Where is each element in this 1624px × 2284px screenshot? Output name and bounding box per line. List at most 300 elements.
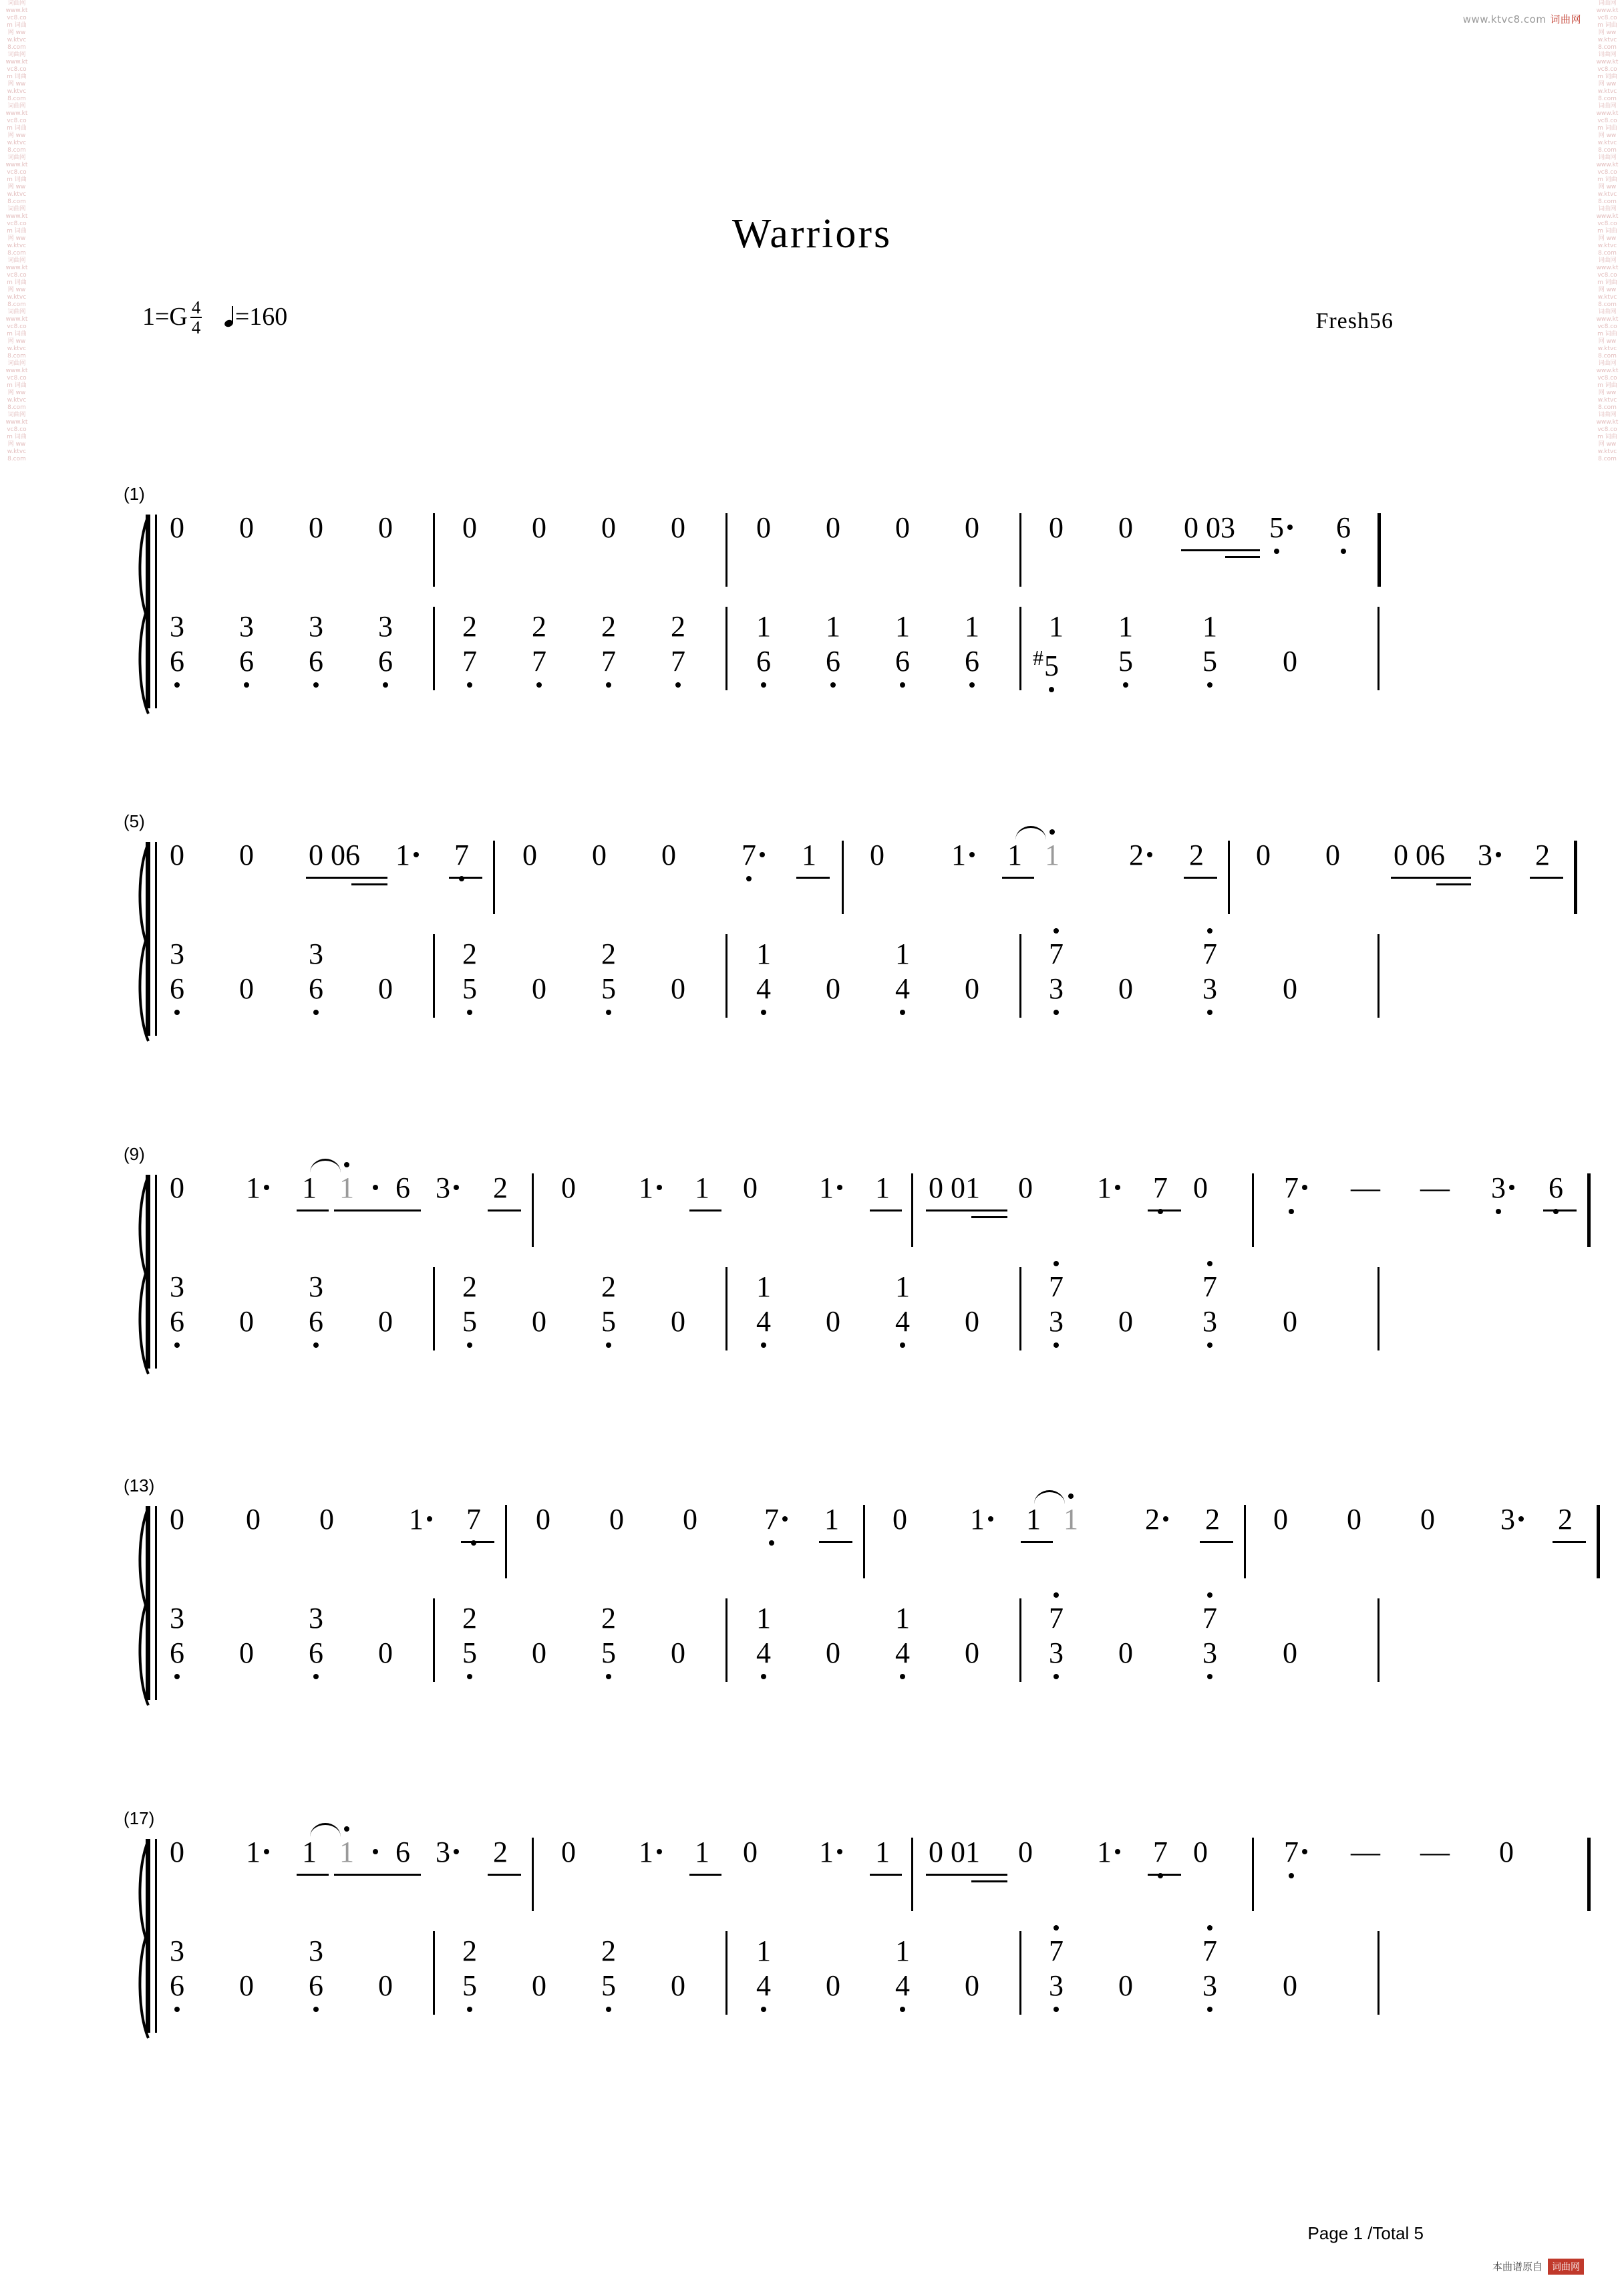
note: 7 <box>601 645 616 678</box>
note: 1 <box>756 610 771 643</box>
note: 1 <box>1202 610 1217 643</box>
note: 3 <box>239 610 254 643</box>
note: 2 <box>462 1935 477 1967</box>
barline <box>433 513 435 587</box>
note: 2 <box>601 610 616 643</box>
note: 7 <box>1284 1838 1309 1867</box>
barline <box>433 1598 435 1682</box>
note: 0 <box>965 1969 979 2002</box>
note: 1 <box>1049 610 1064 643</box>
barline <box>1252 1173 1254 1247</box>
note-dash: — <box>1351 1836 1380 1868</box>
note: 0 <box>378 1305 393 1338</box>
note: 0 <box>671 1305 685 1338</box>
tie-icon <box>1015 826 1046 840</box>
note: 6 <box>756 645 771 678</box>
key-signature: 1=G <box>142 303 188 331</box>
note: 7 <box>1284 1173 1309 1203</box>
note: 0 <box>1118 1969 1133 2002</box>
note: 0 <box>671 511 685 544</box>
note: 0 <box>965 1636 979 1669</box>
left-watermark-strip: 词曲网 www.ktvc8.com 词曲网 www.ktvc8.com 词曲网 www.ktvc8.com 词曲网 www.ktvc8.com 词曲网 www.ktvc8.com 词曲网 www.ktvc8.com 词曲网 www.ktvc8.com 词曲网 www.ktvc8.com 词曲网 www.ktvc8.com 词曲网 www.ktvc8.com 词曲网 www.ktvc8.com 词曲网 www.ktvc8.com 词曲网 www.ktvc8.com 词曲网 www.ktvc8.com 词曲网 www.ktvc8.com 词曲网 www.ktvc8.com 词曲网 www.ktvc8.com 词曲网 www.ktvc8.com <box>5 0 28 462</box>
note: 0 <box>170 1171 184 1204</box>
barline <box>725 1598 727 1682</box>
note: 3 <box>309 1270 323 1303</box>
note: 0 <box>319 1503 334 1536</box>
note: 7 <box>1153 1836 1168 1868</box>
measure-number-13: (13) <box>124 1475 155 1495</box>
measure-number-17: (17) <box>124 1808 155 1828</box>
note: 6 <box>965 645 979 678</box>
barline <box>433 1267 435 1350</box>
note: 2 <box>671 610 685 643</box>
note: 0 <box>239 1969 254 2002</box>
note: 7 <box>1049 1270 1064 1303</box>
note: 6 <box>1336 511 1351 544</box>
note: 1 <box>875 1171 890 1204</box>
note: 0 <box>671 972 685 1005</box>
note: 4 <box>895 1305 910 1338</box>
note: 5 <box>462 1305 477 1338</box>
barline <box>1377 607 1379 690</box>
note: 1 <box>302 1836 317 1868</box>
page-title: Warriors <box>732 211 892 257</box>
tempo-value: =160 <box>234 303 288 331</box>
note: 0 <box>965 1305 979 1338</box>
note: 6 <box>395 1171 410 1204</box>
sharp-icon: # <box>1033 646 1043 670</box>
note: 2 <box>1205 1503 1220 1536</box>
note: 7 <box>1049 1602 1064 1634</box>
note-with-accidental: #5 <box>1033 646 1059 682</box>
barline <box>433 934 435 1018</box>
system-4-lower-staff <box>160 1602 1470 1692</box>
note: 5 <box>462 1636 477 1669</box>
note: 1 <box>246 1173 271 1203</box>
system-brace <box>128 1506 146 1700</box>
system-3-lower-staff <box>160 1270 1470 1361</box>
note: 2 <box>1535 839 1550 871</box>
note: 0 <box>1499 1836 1514 1868</box>
note: 4 <box>895 972 910 1005</box>
note: 6 <box>170 1636 184 1669</box>
note: 1 <box>756 1935 771 1967</box>
note: 0 <box>743 1836 758 1868</box>
note: 6 <box>309 1305 323 1338</box>
note: 5 <box>462 972 477 1005</box>
note: 6 <box>170 1305 184 1338</box>
barline <box>1587 1838 1591 1911</box>
note: 6 <box>826 645 840 678</box>
note-group: 0 01 <box>929 1836 980 1868</box>
note: 0 <box>462 511 477 544</box>
note: 2 <box>1145 1505 1170 1534</box>
note: 6 <box>1549 1171 1563 1204</box>
note: 1 <box>895 1935 910 1967</box>
note-dash: — <box>1420 1171 1450 1204</box>
key-and-tempo <box>142 299 287 339</box>
barline <box>725 1267 727 1350</box>
note: 0 <box>965 511 979 544</box>
note: 0 <box>683 1503 697 1536</box>
note-group: 0 06 <box>309 839 360 871</box>
note: 0 <box>671 1969 685 2002</box>
page-footer: Page 1 /Total 5 <box>1307 2223 1424 2243</box>
note: 5 <box>601 972 616 1005</box>
barline <box>493 841 495 914</box>
note: 0 <box>532 1969 546 2002</box>
note: 2 <box>532 610 546 643</box>
note: 1 <box>639 1838 663 1867</box>
note: 1 <box>824 1503 839 1536</box>
note: 2 <box>493 1171 508 1204</box>
note: 5 <box>1118 645 1133 678</box>
top-watermark <box>1463 12 1581 26</box>
note: 2 <box>601 1270 616 1303</box>
bottom-watermark-badge: 词曲网 <box>1548 2259 1584 2275</box>
note: 0 <box>592 839 607 871</box>
note <box>373 1838 379 1867</box>
barline <box>1019 1267 1021 1350</box>
note: 7 <box>1202 1270 1217 1303</box>
note: 6 <box>895 645 910 678</box>
note: 4 <box>756 1305 771 1338</box>
note: 1 <box>1007 839 1022 871</box>
note: 2 <box>1189 839 1204 871</box>
barline <box>1019 1598 1021 1682</box>
note: 3 <box>378 610 393 643</box>
barline <box>532 1173 534 1247</box>
note-tied: 1 <box>339 1836 354 1868</box>
note-tied: 1 <box>1045 839 1060 871</box>
note: 6 <box>309 1636 323 1669</box>
note: 5 <box>601 1305 616 1338</box>
note: 3 <box>309 1602 323 1634</box>
note: 3 <box>1500 1505 1525 1534</box>
system-brace <box>128 1175 146 1369</box>
note: 1 <box>895 938 910 970</box>
time-signature <box>190 298 202 337</box>
barline <box>1252 1838 1254 1911</box>
note: 1 <box>695 1171 709 1204</box>
right-watermark-strip: 词曲网 www.ktvc8.com 词曲网 www.ktvc8.com 词曲网 www.ktvc8.com 词曲网 www.ktvc8.com 词曲网 www.ktvc8.com 词曲网 www.ktvc8.com 词曲网 www.ktvc8.com 词曲网 www.ktvc8.com 词曲网 www.ktvc8.com 词曲网 www.ktvc8.com 词曲网 www.ktvc8.com 词曲网 www.ktvc8.com 词曲网 www.ktvc8.com 词曲网 www.ktvc8.com 词曲网 www.ktvc8.com 词曲网 www.ktvc8.com 词曲网 www.ktvc8.com 词曲网 www.ktvc8.com <box>1596 0 1619 462</box>
note: 2 <box>462 1270 477 1303</box>
watermark-site-name: 词曲网 <box>1550 13 1581 25</box>
note: 1 <box>756 938 771 970</box>
note: 2 <box>462 610 477 643</box>
barline <box>1377 1267 1379 1350</box>
note: 1 <box>302 1171 317 1204</box>
barline <box>1019 934 1021 1018</box>
note: 1 <box>951 841 976 870</box>
barline <box>532 1838 534 1911</box>
note: 7 <box>742 841 766 870</box>
watermark-url: www.ktvc8.com <box>1462 13 1547 25</box>
barline <box>433 607 435 690</box>
barline <box>1019 607 1021 690</box>
note: 0 <box>1283 1636 1297 1669</box>
barline <box>1019 1931 1021 2015</box>
note: 0 <box>1118 1305 1133 1338</box>
note: 2 <box>601 1602 616 1634</box>
note: 3 <box>170 610 184 643</box>
note: 0 <box>1347 1503 1361 1536</box>
note: 7 <box>1202 1935 1217 1967</box>
note: 7 <box>466 1503 481 1536</box>
note-group: 0 03 <box>1184 511 1235 544</box>
note: 0 <box>892 1503 907 1536</box>
system-5-upper-staff <box>160 1836 1514 1918</box>
note: 1 <box>409 1505 434 1534</box>
note: 5 <box>1269 513 1294 543</box>
note: 4 <box>756 972 771 1005</box>
note: 5 <box>601 1969 616 2002</box>
barline <box>725 1931 727 2015</box>
system-5-lower-staff <box>160 1935 1470 2025</box>
note: 0 <box>1283 972 1297 1005</box>
note: 1 <box>1097 1173 1122 1203</box>
note: 0 <box>309 511 323 544</box>
note: 0 <box>1018 1171 1033 1204</box>
note: 7 <box>454 839 469 871</box>
measure-number-5: (5) <box>124 811 145 831</box>
note: 0 <box>1283 1969 1297 2002</box>
note: 0 <box>561 1171 576 1204</box>
note-tied: 1 <box>339 1171 354 1204</box>
note: 3 <box>1202 1969 1217 2002</box>
note: 7 <box>1153 1171 1168 1204</box>
measure-number-1: (1) <box>124 484 145 504</box>
note: 0 <box>239 511 254 544</box>
barline <box>842 841 844 914</box>
measure-number-9: (9) <box>124 1144 145 1164</box>
note: 0 <box>965 972 979 1005</box>
note: 0 <box>239 1305 254 1338</box>
barline <box>725 934 727 1018</box>
note: 0 <box>661 839 676 871</box>
note: 0 <box>1118 1636 1133 1669</box>
note: 1 <box>802 839 816 871</box>
note: 0 <box>532 1305 546 1338</box>
note: 3 <box>309 610 323 643</box>
note: 0 <box>1325 839 1340 871</box>
note: 0 <box>1193 1836 1208 1868</box>
note: 0 <box>522 839 537 871</box>
note: 4 <box>756 1636 771 1669</box>
note: 7 <box>1202 1602 1217 1634</box>
note: 3 <box>309 938 323 970</box>
note: 3 <box>170 938 184 970</box>
note <box>373 1173 379 1203</box>
system-3-upper-staff <box>160 1171 1563 1254</box>
bottom-watermark-text: 本曲谱原自 <box>1492 2261 1542 2273</box>
tempo-marking <box>224 303 287 331</box>
note: 7 <box>671 645 685 678</box>
note: 3 <box>309 1935 323 1967</box>
barline <box>1377 1931 1379 2015</box>
note: 1 <box>895 1270 910 1303</box>
note: 1 <box>895 1602 910 1634</box>
note: 6 <box>309 972 323 1005</box>
tie-icon <box>1034 1490 1065 1504</box>
note: 1 <box>1097 1838 1122 1867</box>
note: 3 <box>170 1602 184 1634</box>
note: 1 <box>819 1173 844 1203</box>
system-1-lower-staff <box>160 610 1470 700</box>
note: 1 <box>1026 1503 1041 1536</box>
note: 3 <box>436 1838 460 1867</box>
note: 0 <box>170 511 184 544</box>
note: 3 <box>1202 1305 1217 1338</box>
note: 3 <box>1491 1173 1516 1203</box>
barline <box>1228 841 1230 914</box>
note: 3 <box>170 1935 184 1967</box>
note: 2 <box>601 938 616 970</box>
note: 0 <box>1018 1836 1033 1868</box>
note: 1 <box>246 1838 271 1867</box>
note: 0 <box>1283 645 1297 678</box>
system-4-upper-staff <box>160 1503 1573 1585</box>
note: 1 <box>826 610 840 643</box>
note: 0 <box>826 972 840 1005</box>
note: 5 <box>462 1969 477 2002</box>
note: 6 <box>378 645 393 678</box>
note: 0 <box>532 511 546 544</box>
note: 0 <box>826 1305 840 1338</box>
note: 0 <box>170 839 184 871</box>
note: 0 <box>756 511 771 544</box>
barline <box>1377 513 1381 587</box>
note: 6 <box>309 1969 323 2002</box>
note: 1 <box>756 1602 771 1634</box>
note: 6 <box>170 1969 184 2002</box>
note: 0 <box>1193 1171 1208 1204</box>
system-brace <box>128 515 146 708</box>
note: 1 <box>970 1505 995 1534</box>
system-2-lower-staff <box>160 938 1470 1028</box>
note: 1 <box>695 1836 709 1868</box>
note: 0 <box>826 511 840 544</box>
note: 5 <box>601 1636 616 1669</box>
system-2-upper-staff <box>160 839 1550 921</box>
note: 3 <box>1202 1636 1217 1669</box>
note: 1 <box>819 1838 844 1867</box>
note: 7 <box>1049 1935 1064 1967</box>
barline <box>1244 1505 1246 1578</box>
note: 4 <box>756 1969 771 2002</box>
note: 0 <box>743 1171 758 1204</box>
note: 3 <box>170 1270 184 1303</box>
barline <box>725 513 727 587</box>
note: 0 <box>1049 511 1064 544</box>
note: 4 <box>895 1636 910 1669</box>
note: 7 <box>1202 938 1217 970</box>
note: 0 <box>239 839 254 871</box>
note: 1 <box>965 610 979 643</box>
note: 1 <box>875 1836 890 1868</box>
note: 6 <box>170 645 184 678</box>
note: 0 <box>1283 1305 1297 1338</box>
note: 7 <box>462 645 477 678</box>
note: 6 <box>239 645 254 678</box>
note: 2 <box>493 1836 508 1868</box>
barline <box>1377 1598 1379 1682</box>
note: 0 <box>378 511 393 544</box>
note: 0 <box>1118 511 1133 544</box>
note: 2 <box>1129 841 1154 870</box>
note: 0 <box>870 839 884 871</box>
note-group: 0 01 <box>929 1171 980 1204</box>
note: 7 <box>1049 938 1064 970</box>
note: 3 <box>1049 1969 1064 2002</box>
barline <box>1587 1173 1591 1247</box>
note-dash: — <box>1351 1171 1380 1204</box>
barline <box>505 1505 507 1578</box>
note: 7 <box>532 645 546 678</box>
barline <box>1377 934 1379 1018</box>
note: 6 <box>395 1836 410 1868</box>
barline <box>433 1931 435 2015</box>
note: 0 <box>170 1836 184 1868</box>
note: 7 <box>764 1505 789 1534</box>
note: 0 <box>1256 839 1271 871</box>
time-signature-numerator: 4 <box>191 297 201 317</box>
note: 3 <box>1049 972 1064 1005</box>
note: 0 <box>246 1503 261 1536</box>
note: 0 <box>671 1636 685 1669</box>
note: 6 <box>309 645 323 678</box>
note: 0 <box>170 1503 184 1536</box>
note: 2 <box>601 1935 616 1967</box>
note: 1 <box>395 841 420 870</box>
barline <box>863 1505 865 1578</box>
note: 0 <box>561 1836 576 1868</box>
note: 0 <box>532 972 546 1005</box>
note: 0 <box>239 972 254 1005</box>
note: 1 <box>895 610 910 643</box>
bottom-watermark <box>1492 2259 1584 2275</box>
note: 0 <box>1420 1503 1435 1536</box>
barline <box>911 1838 913 1911</box>
system-brace <box>128 1839 146 2033</box>
note: 1 <box>639 1173 663 1203</box>
note: 0 <box>1273 1503 1288 1536</box>
note: 0 <box>378 1636 393 1669</box>
barline <box>1574 841 1577 914</box>
note: 2 <box>1558 1503 1573 1536</box>
composer-credit: Fresh56 <box>1315 309 1394 333</box>
note: 3 <box>1202 972 1217 1005</box>
note: 6 <box>170 972 184 1005</box>
note: 2 <box>462 1602 477 1634</box>
note: 0 <box>895 511 910 544</box>
note: 3 <box>1478 841 1502 870</box>
barline <box>1019 513 1021 587</box>
note: 0 <box>536 1503 550 1536</box>
note: 3 <box>1049 1305 1064 1338</box>
tie-icon <box>310 1823 341 1837</box>
note: 0 <box>378 972 393 1005</box>
note: 5 <box>1202 645 1217 678</box>
barline <box>911 1173 913 1247</box>
note: 1 <box>1118 610 1133 643</box>
system-brace <box>128 842 146 1036</box>
note: 0 <box>239 1636 254 1669</box>
note: 3 <box>436 1173 460 1203</box>
note: 1 <box>756 1270 771 1303</box>
note-group: 0 06 <box>1394 839 1445 871</box>
note: 0 <box>601 511 616 544</box>
